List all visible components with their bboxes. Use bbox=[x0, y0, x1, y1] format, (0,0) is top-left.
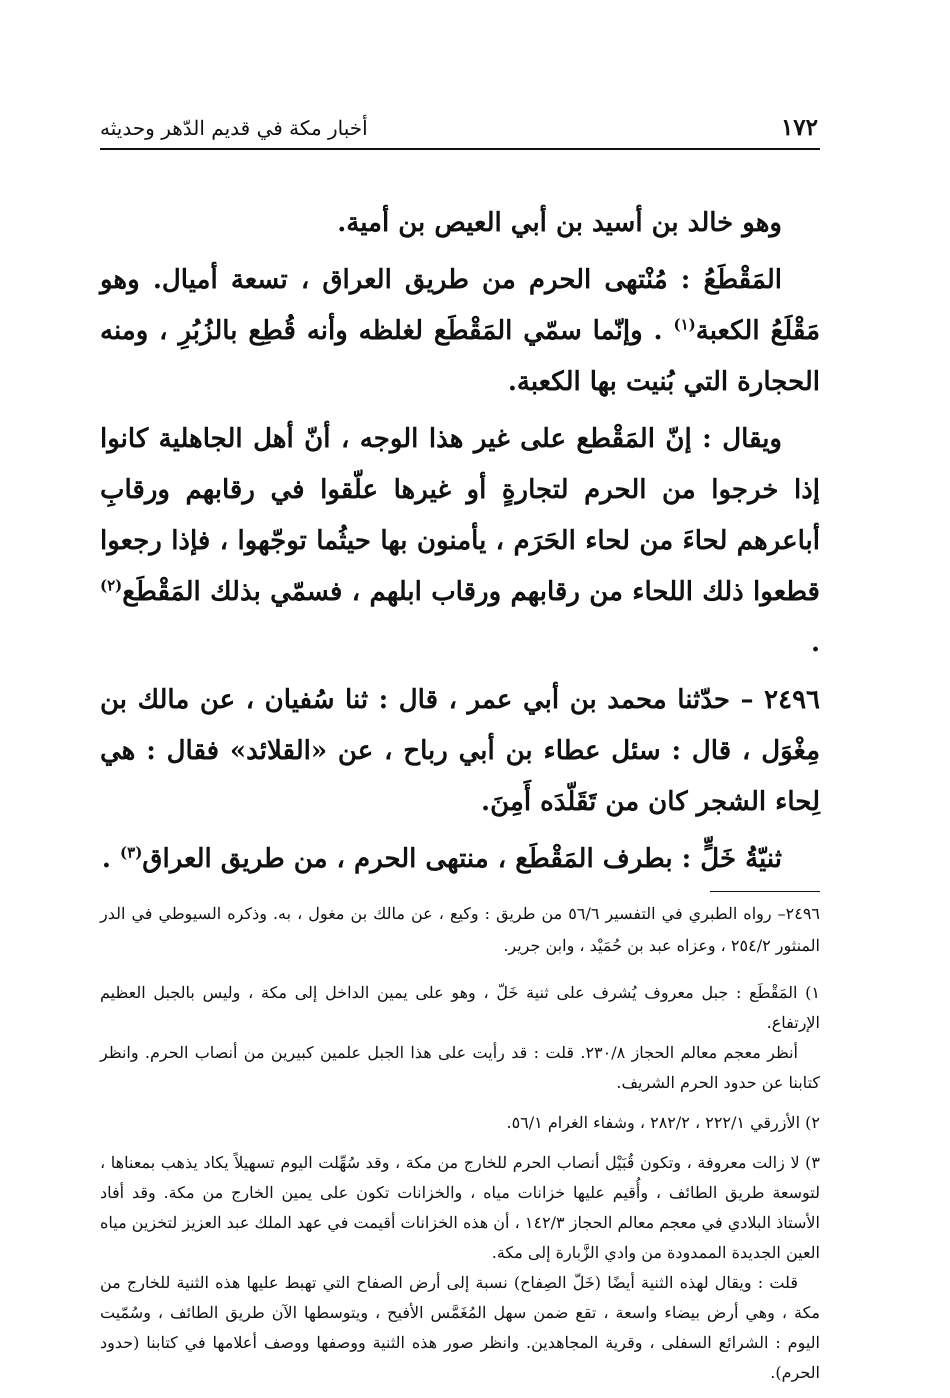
running-header bbox=[100, 100, 820, 150]
footnote-1-continuation: أنظر معجم معالم الحجاز ٢٣٠/٨. قلت : قد رأيت على هذا الجبل علمين كبيرين من أنصاب الحرم. وانظر كتابنا عن حدود الحرم الشريف. bbox=[100, 1043, 820, 1092]
paragraph-thaniyyat-text-b: . bbox=[101, 844, 121, 874]
paragraph-alternative-text-a: ويقال : إنّ المَقْطع على غير هذا الوجه ، أنّ أهل الجاهلية كانوا إذا خرجوا من الحرم لتجارةٍ أو غيرها علّقوا في رقابهم ورقابِ أباعرهم لحاءَ من لحاء الحَرَم ، يأمنون بها حيثُما توجّهوا ، فإذا رجعوا قطعوا ذلك اللحاء من رقابهم ورقاب ابلهم ، فسمّي بذلك المَقْطَع bbox=[100, 424, 820, 607]
book-page bbox=[100, 100, 820, 1398]
footnote-2-text: ٢) الأزرقي ٢٢٢/١ ، ٢٨٢/٢ ، وشفاء الغرام ٥٦/١. bbox=[506, 1113, 820, 1132]
paragraph-alternative bbox=[100, 414, 820, 669]
footnote-3 bbox=[100, 1148, 820, 1388]
paragraph-maqta-text-b: . وإنّما سمّي المَقْطَع لغلظه وأنه قُطِع بالزُبُرِ ، ومنه الحجارة التي بُنيت بها الكعبة. bbox=[100, 316, 820, 397]
footnote-3-text: ٣) لا زالت معروفة ، وتكون قُبَيْل أنصاب الحرم للخارج من مكة ، وقد سُهِّلت اليوم تسهيلاً يكاد يذهب بمعناها ، لتوسعة طريق الطائف ، وأُقيم عليها خزانات مياه ، والخزانات تكون على يمين الخارج من مكة. وقد أفاد الأستاذ البلادي في معجم معالم الحجاز ١٤٢/٣ ، أن هذه الخزانات أقيمت في عهد الملك عبد العزيز لتخزين مياه العين الجديدة الممدودة من وادي الزَّبارة إلى مكة. bbox=[100, 1153, 820, 1262]
footnote-3-continuation: قلت : ويقال لهذه الثنية أيضًا (خَلّ الصِفاح) نسبة إلى أرض الصفاح التي تهبط عليها هذه الثنية للخارج من مكة ، وهي أرض بيضاء واسعة ، تقع ضمن سهل المُغَمَّس الأفيح ، ويتوسطها الآن طريق الطائف ، وسُمّيت اليوم : الشرائع السفلى ، وقرية المجاهدين. وانظر صور هذه الثنية ووصفها ووصف أعلامها في كتابنا (حدود الحرم). bbox=[100, 1273, 820, 1382]
footnote-separator bbox=[710, 891, 820, 892]
main-text bbox=[100, 198, 820, 885]
footnote-1-text: ١) المَقْطَع : جبل معروف يُشرف على ثنية خَلّ ، وهو على يمين الداخل إلى مكة ، وليس بالجبل العظيم الإرتفاع. bbox=[100, 983, 820, 1032]
footnote-marker-3[interactable]: (٣) bbox=[120, 843, 143, 862]
footnote-1 bbox=[100, 978, 820, 1098]
paragraph-thaniyyat-khall bbox=[100, 834, 820, 885]
paragraph-lineage: وهو خالد بن أسيد بن أبي العيص بن أمية. bbox=[337, 208, 782, 238]
footnote-2496: ٢٤٩٦– رواه الطبري في التفسير ٥٦/٦ من طريق : وكيع ، عن مالك بن مغول ، به. وذكره السيوطي في الدر المنثور ٢٥٤/٢ ، وعزاه عبد بن حُمَيْد ، وابن جرير. bbox=[100, 904, 820, 955]
footnote-marker-1[interactable]: (١) bbox=[673, 315, 696, 334]
book-title: أخبار مكة في قديم الدّهر وحديثه bbox=[100, 116, 368, 140]
footnotes bbox=[100, 898, 820, 1388]
paragraph-maqta bbox=[100, 255, 820, 408]
footnote-marker-2[interactable]: (٢) bbox=[100, 576, 123, 595]
page-number: ١٧٢ bbox=[780, 114, 818, 141]
footnote-2 bbox=[100, 1108, 820, 1138]
paragraph-maqta-text-a: المَقْطَعُ : مُنْتهى الحرم من طريق العراق ، تسعة أميال. وهو مَقْلَعُ الكعبة bbox=[100, 265, 820, 346]
paragraph-hadith-2496: ٢٤٩٦ – حدّثنا محمد بن أبي عمر ، قال : ثنا سُفيان ، عن مالك بن مِغْوَل ، قال : سئل عطاء بن أبي رباح ، عن «القلائد» فقال : هي لِحاء الشجر كان من تَقَلّدَه أَمِنَ. bbox=[100, 685, 820, 817]
paragraph-thaniyyat-text-a: ثنيّةُ خَلٍّ : بطرف المَقْطَع ، منتهى الحرم ، من طريق العراق bbox=[142, 844, 782, 874]
paragraph-alternative-text-b: . bbox=[810, 628, 820, 658]
